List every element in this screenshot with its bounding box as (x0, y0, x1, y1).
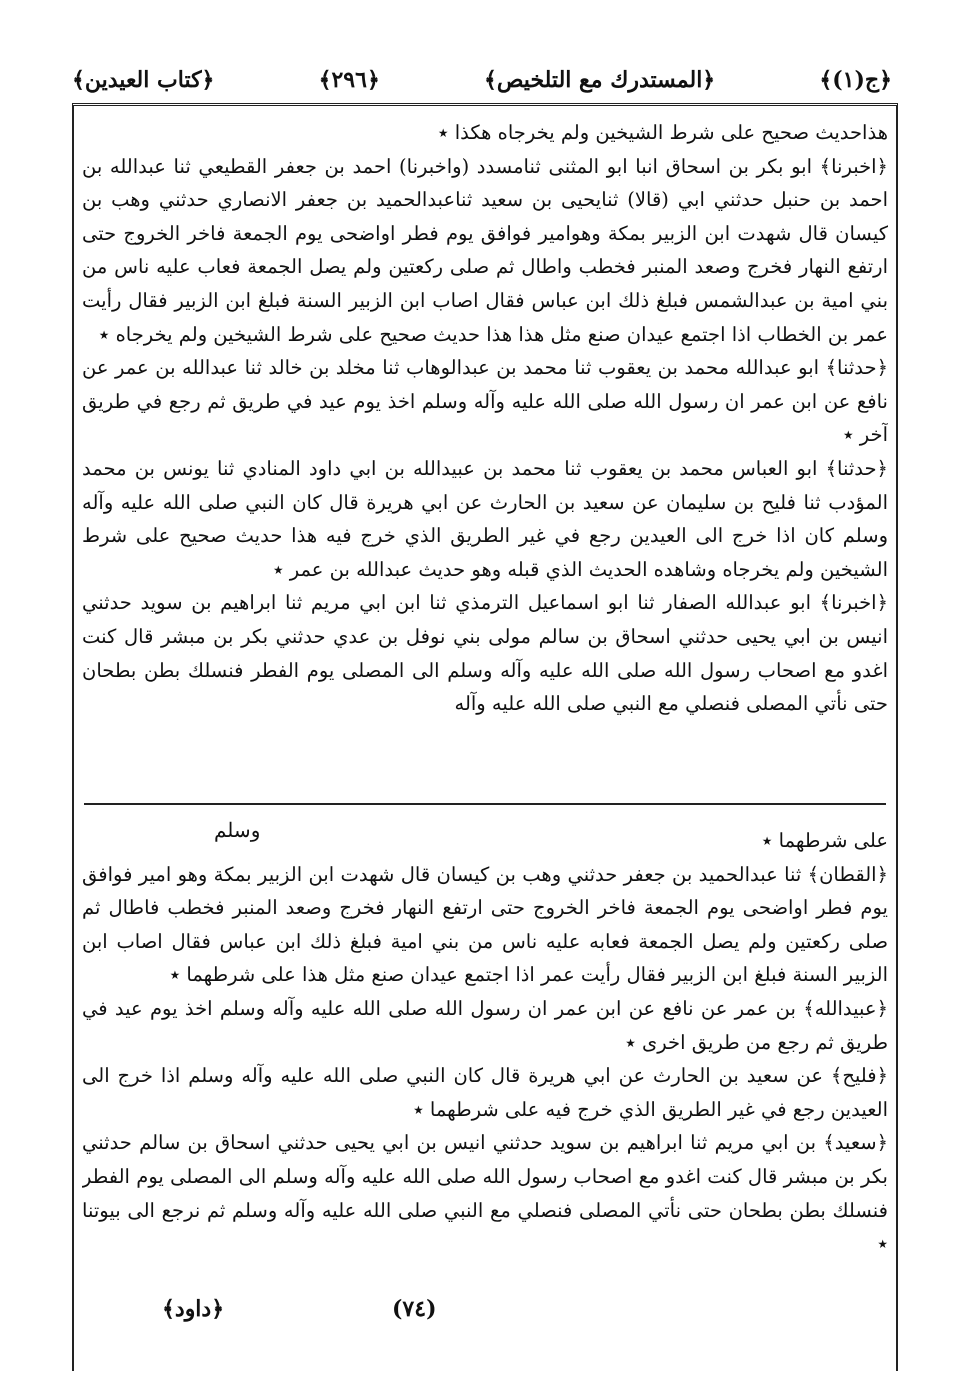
book-title: ﴿المستدرك مع التلخيص﴾ (483, 67, 716, 93)
text-frame (72, 103, 898, 1371)
chapter-title: ﴿كتاب العيدين﴾ (72, 67, 215, 93)
paragraph: ﴿فليح﴾ عن سعيد بن الحارث عن ابي هريرة قال كان النبي صلى الله عليه وآله وسلم اذا خرج الى العيدين رجع في غير الطريق الذي خرج فيه على شرطهما ٭ (82, 1064, 888, 1121)
footer-page-number: (٧٤) (392, 1296, 437, 1322)
signature-mark: ﴿داود﴾ (162, 1296, 225, 1322)
paragraph: ﴿سعيد﴾ بن ابي مريم ثنا ابراهيم بن سويد حدثني انيس بن ابي يحيى حدثني اسحاق بن سالم حدثني بكر بن مبشر قال كنت اغدو مع اصحاب رسول الله صلى الله عليه وآله وسلم الى المصلى يوم الفطر فنسلك بطن بطحان حتى نأتي المصلى فنصلي مع النبي صلى الله عليه وآله وسلم ثم نرجع الى بيوتنا ٭ (82, 1131, 888, 1256)
paragraph: ﴿عبيدالله﴾ بن عمر عن نافع عن ابن عمر ان رسول الله صلى الله عليه وآله وسلم اخذ يوم عيد في طريق ثم رجع من طريق اخرى ٭ (82, 996, 888, 1054)
carryover-text: وسلم (214, 818, 261, 842)
paragraph: ﴿اخبرنا﴾ ابو عبدالله الصفار ثنا ابو اسماعيل الترمذي ثنا ابن ابي مريم ثنا ابراهيم بن سويد حدثني انيس بن ابي يحيى حدثني اسحاق بن سالم مولى بني نوفل بن عدي حدثني بكر بن مبشر قال كنت اغدو مع اصحاب رسول الله صلى الله عليه وآله وسلم الى المصلى يوم الفطر فنسلك بطن بطحان حتى نأتي المصلى فنصلي مع النبي صلى الله عليه وآله (82, 591, 888, 716)
page-header (72, 62, 892, 98)
paragraph: ﴿حدثنا﴾ ابو العباس محمد بن يعقوب ثنا محمد بن عبيدالله بن ابي داود المنادي ثنا يونس بن محمد المؤدب ثنا فليح بن سليمان عن سعيد بن الحارث عن ابي هريرة قال كان النبي صلى الله عليه وآله وسلم كان اذا خرج الى العيدين رجع في غير الطريق الذي خرج فيه هذا حديث صحيح على شرط الشيخين ولم يخرجاه وشاهده الحديث الذي قبله وهو حديث عبدالله بن عمر ٭ (82, 456, 888, 581)
page-footer (72, 1290, 892, 1330)
paragraph: ﴿حدثنا﴾ ابو عبدالله محمد بن يعقوب ثنا محمد بن عبدالوهاب ثنا مخلد بن خالد ثنا عبدالله بن عمر عن نافع عن ابن عمر ان رسول الله صلى الله عليه وآله وسلم اخذ يوم عيد في طريق ثم رجع في طريق آخر ٭ (82, 356, 888, 447)
talkhis-text (82, 824, 888, 1344)
paragraph: ﴿اخبرنا﴾ ابو بكر بن اسحاق انبا ابو المثنى ثنامسدد (واخبرنا) احمد بن جعفر القطيعي ثنا عبدالله بن احمد بن حنبل حدثني ابي (قالا) ثنايحيى بن سعيد ثناعبدالحميد بن جعفر الانصاري حدثني وهب بن كيسان قال شهدت ابن الزبير بمكة وهوامير فوافق يوم فطر اواضحى يوم الجمعة فاخر الخروج حتى ارتفع النهار فخرج وصعد المنبر فخطب واطال ثم صلى ركعتين ولم يصل الجمعة فعاب عليه ناس من بني امية بن عبدالشمس فبلغ ذلك ابن عباس فقال اصاب ابن الزبير السنة فبلغ ابن الزبير فقال رأيت عمر بن الخطاب اذا اجتمع عيدان صنع مثل هذا هذا حديث صحيح على شرط الشيخين ولم يخرجاه ٭ (82, 154, 888, 346)
paragraph: هذاحديث صحيح على شرط الشيخين ولم يخرجاه هكذا ٭ (437, 121, 888, 144)
volume-label: ﴿ج(١)﴾ (819, 67, 892, 93)
main-text (82, 116, 888, 791)
paragraph: ﴿القطان﴾ ثنا عبدالحميد بن جعفر حدثني وهب بن كيسان قال شهدت ابن الزبير بمكة وهو امير فوافق يوم فطر اواضحى يوم الجمعة فاخر الخروج حتى ارتفع النهار فخرج وصعد المنبر فخطب فاطال ثم صلى ركعتين ولم يصل الجمعة فعابه عليه ناس من بني امية فبلغ ذلك ابن عباس فقال اصاب ابن الزبير السنة فبلغ ابن الزبير فقال رأيت عمر اذا اجتمع عيدان صنع مثل هذا على شرطهما ٭ (82, 862, 888, 987)
paragraph: على شرطهما ٭ (761, 829, 888, 852)
divider (84, 803, 886, 805)
header-page-number: ﴿٢٩٦﴾ (318, 67, 380, 93)
